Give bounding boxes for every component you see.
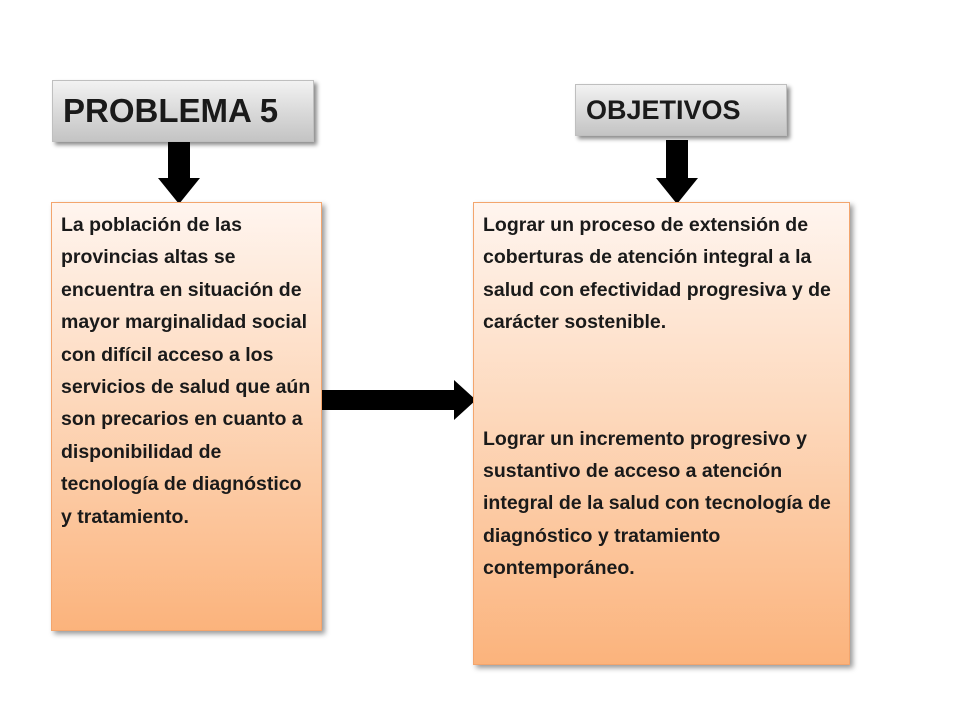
objective-item-2: Lograr un incremento progresivo y sustantivo de acceso a atención integral de la salud con tecnología de diagnóstico y tratamiento contemporáneo. <box>483 427 831 580</box>
objectives-box <box>473 202 850 665</box>
right-arrow-connector <box>320 380 476 420</box>
objectives-title-text: OBJETIVOS <box>586 94 741 125</box>
down-arrow-objectives <box>656 140 698 204</box>
objectives-title <box>575 84 787 136</box>
problem-title-text: PROBLEMA 5 <box>63 92 279 129</box>
objective-item-1: Lograr un proceso de extensión de coberturas de atención integral a la salud con efectividad progresiva y de carácter sostenible. <box>483 214 831 334</box>
down-arrow-problem <box>158 142 200 204</box>
problem-description-box <box>51 202 322 631</box>
problem-description: La población de las provincias altas se encuentra en situación de mayor marginalidad social con difícil acceso a los servicios de salud que aún son precarios en cuanto a disponibilidad de tecnología de diagnóstico y tratamiento. <box>61 214 311 528</box>
problem-title <box>52 80 314 142</box>
